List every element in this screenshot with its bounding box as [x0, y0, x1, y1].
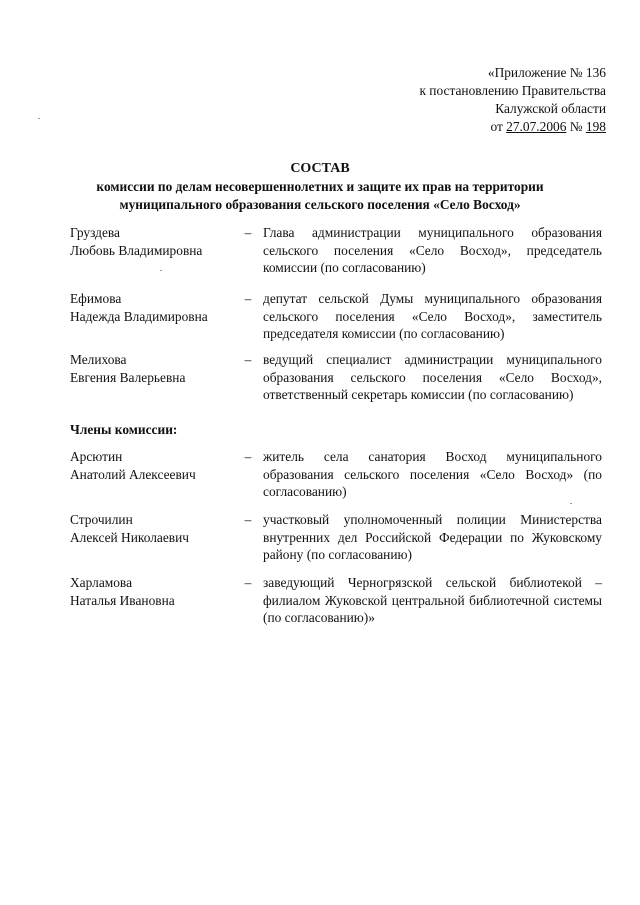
appendix-date: 27.07.2006 — [506, 119, 567, 134]
dash-separator: – — [244, 512, 252, 527]
person-given-name: Анатолий Алексеевич — [70, 466, 196, 482]
title-subtitle-1: комиссии по делам несовершеннолетних и защите их прав на территории — [96, 179, 544, 194]
person-surname: Ефимова — [70, 291, 122, 306]
members-heading: Члены комиссии: — [70, 422, 178, 437]
title-subtitle-2: муниципального образования сельского поселения «Село Восход» — [119, 197, 521, 212]
appendix-date-line: от 27.07.2006 № 198 — [490, 119, 606, 134]
person-role: участковый уполномоченный полиции Министерства внутренних дел Российской Федерации по Жуковскому району (по согласованию) — [263, 512, 602, 562]
scan-speck — [38, 118, 40, 119]
person-name — [70, 224, 240, 259]
person-name — [70, 351, 240, 386]
person-given-name: Надежда Владимировна — [70, 308, 208, 324]
person-surname: Строчилин — [70, 512, 133, 527]
person-role: депутат сельской Думы муниципального образования сельского поселения «Село Восход», заместитель председателя комиссии (по согласованию) — [263, 291, 602, 341]
person-role: заведующий Черногрязской сельской библиотекой – филиалом Жуковской центральной библиотечной системы (по согласованию)» — [263, 575, 602, 625]
person-role: ведущий специалист администрации муниципального образования сельского поселения «Село Восход», ответственный секретарь комиссии (по согласованию) — [263, 352, 602, 402]
person-surname: Мелихова — [70, 352, 127, 367]
person-given-name: Алексей Николаевич — [70, 529, 190, 545]
person-given-name: Любовь Владимировна — [70, 242, 203, 258]
dash-separator: – — [244, 225, 252, 240]
person-given-name: Наталья Ивановна — [70, 592, 175, 608]
person-name — [70, 448, 240, 483]
person-name — [70, 574, 240, 609]
person-role: Глава администрации муниципального образования сельского поселения «Село Восход», председатель комиссии (по согласованию) — [263, 225, 602, 275]
document-title — [0, 160, 640, 214]
dash-separator: – — [244, 291, 252, 306]
title-heading: СОСТАВ — [290, 161, 350, 176]
scan-speck — [570, 503, 572, 504]
person-surname: Груздева — [70, 225, 121, 240]
appendix-region: Калужской области — [495, 101, 606, 116]
appendix-decree: к постановлению Правительства — [419, 83, 606, 98]
person-surname: Арсютин — [70, 449, 123, 464]
person-surname: Харламова — [70, 575, 133, 590]
appendix-title: «Приложение № 136 — [487, 65, 606, 80]
person-given-name: Евгения Валерьевна — [70, 369, 186, 385]
person-name — [70, 511, 240, 546]
dash-separator: – — [244, 352, 252, 367]
appendix-number: 198 — [585, 119, 606, 134]
dash-separator: – — [244, 449, 252, 464]
person-name — [70, 290, 240, 325]
dash-separator: – — [244, 575, 252, 590]
scan-speck — [160, 270, 162, 271]
person-role: житель села санатория Восход муниципального образования сельского поселения «Село Восход» (по согласованию) — [263, 449, 602, 499]
appendix-note — [419, 64, 606, 136]
